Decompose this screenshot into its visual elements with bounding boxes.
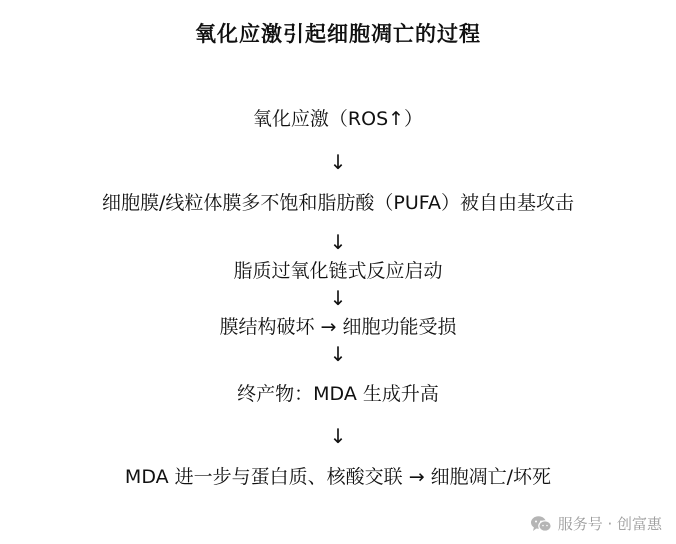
footer-text: 服务号 · 创富惠 <box>557 515 662 533</box>
step-4-membrane-damage: 膜结构破坏 → 细胞功能受损 <box>219 316 457 338</box>
down-arrow-icon: ↓ <box>329 150 347 174</box>
step-1-oxidative-stress: 氧化应激（ROS↑） <box>252 108 424 130</box>
diagram-title: 氧化应激引起细胞凋亡的过程 <box>195 22 481 46</box>
down-arrow-icon: ↓ <box>329 424 347 448</box>
down-arrow-icon: ↓ <box>329 342 347 366</box>
down-arrow-icon: ↓ <box>329 230 347 254</box>
wechat-icon <box>530 515 552 533</box>
step-3-lipid-peroxidation: 脂质过氧化链式反应启动 <box>233 260 443 282</box>
step-2-pufa-attack: 细胞膜/线粒体膜多不饱和脂肪酸（PUFA）被自由基攻击 <box>102 192 574 214</box>
step-5-mda-production: 终产物：MDA 生成升高 <box>237 383 439 405</box>
down-arrow-icon: ↓ <box>329 286 347 310</box>
step-6-apoptosis: MDA 进一步与蛋白质、核酸交联 → 细胞凋亡/坏死 <box>124 466 552 488</box>
footer-watermark <box>530 513 662 534</box>
